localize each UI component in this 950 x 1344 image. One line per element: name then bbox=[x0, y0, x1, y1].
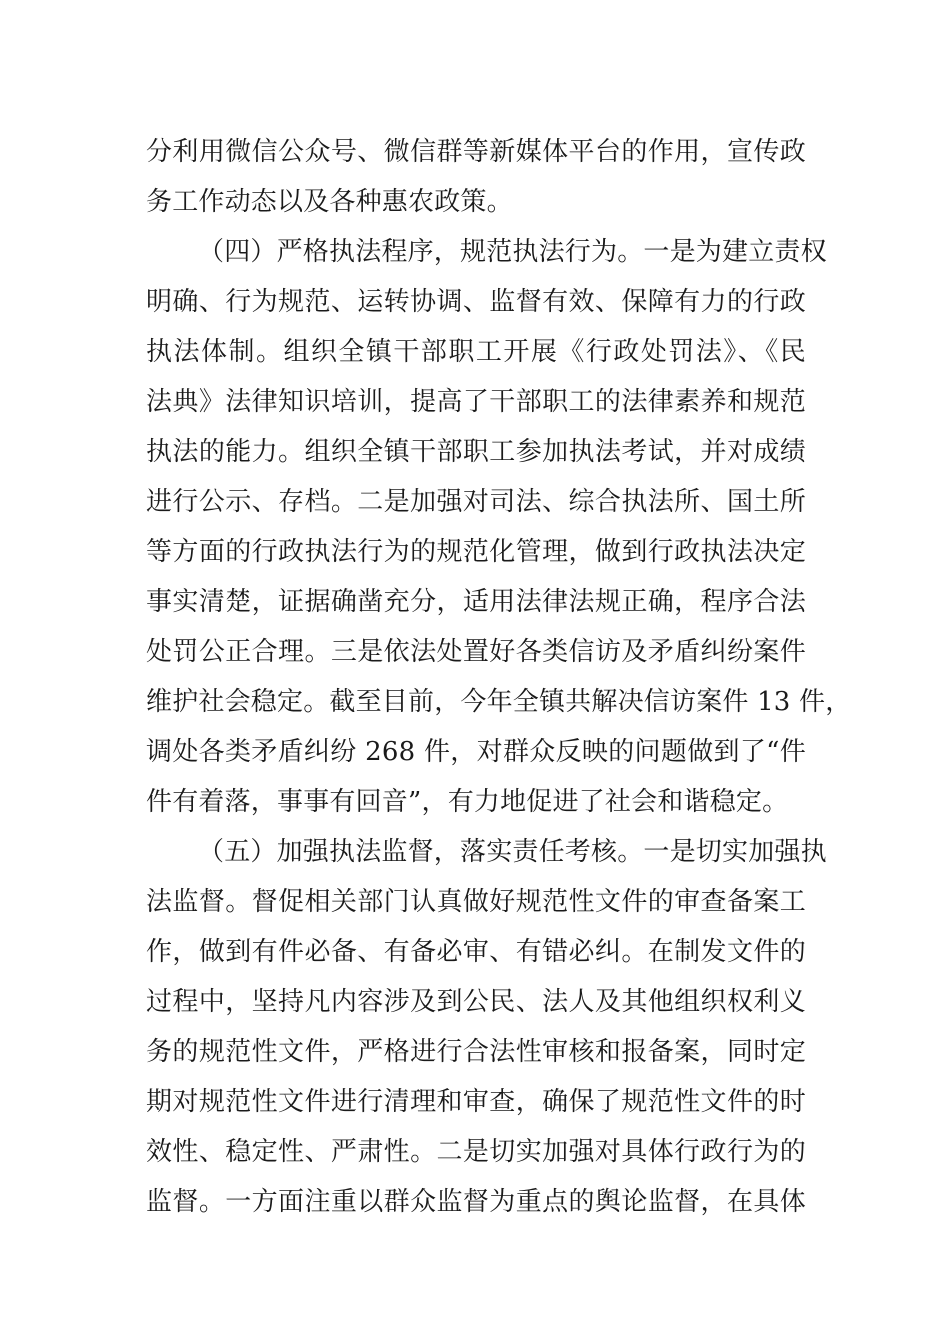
text-line-16: 法监督。督促相关部门认真做好规范性文件的审查备案工 bbox=[146, 887, 806, 917]
text-line-5: 执法体制。组织全镇干部职工开展《行政处罚法》、《民 bbox=[146, 337, 806, 367]
text-line-6: 法典》法律知识培训，提高了干部职工的法律素养和规范 bbox=[146, 387, 806, 417]
section-4-heading-line: （四）严格执法程序，规范执法行为。一是为建立责权 bbox=[198, 237, 827, 267]
text-line-11: 处罚公正合理。三是依法处置好各类信访及矛盾纠纷案件 bbox=[146, 637, 806, 667]
text-line-8: 进行公示、存档。二是加强对司法、综合执法所、国土所 bbox=[146, 487, 806, 517]
text-line-21: 效性、稳定性、严肃性。二是切实加强对具体行政行为的 bbox=[146, 1137, 806, 1167]
text-line-10: 事实清楚，证据确凿充分，适用法律法规正确，程序合法 bbox=[146, 587, 806, 617]
text-line-22: 监督。一方面注重以群众监督为重点的舆论监督，在具体 bbox=[146, 1187, 806, 1217]
text-line-2: 务工作动态以及各种惠农政策。 bbox=[146, 187, 513, 217]
text-line-7: 执法的能力。组织全镇干部职工参加执法考试，并对成绩 bbox=[146, 437, 806, 467]
document-page bbox=[146, 127, 852, 1227]
text-line-9: 等方面的行政执法行为的规范化管理，做到行政执法决定 bbox=[146, 537, 806, 567]
text-line-13: 调处各类矛盾纠纷 268 件，对群众反映的问题做到了“件 bbox=[146, 737, 806, 767]
text-line-18: 过程中，坚持凡内容涉及到公民、法人及其他组织权利义 bbox=[146, 987, 806, 1017]
text-line-14: 件有着落，事事有回音”，有力地促进了社会和谐稳定。 bbox=[146, 787, 789, 817]
text-line-19: 务的规范性文件，严格进行合法性审核和报备案，同时定 bbox=[146, 1037, 806, 1067]
text-line-17: 作，做到有件必备、有备必审、有错必纠。在制发文件的 bbox=[146, 937, 806, 967]
text-line-1: 分利用微信公众号、微信群等新媒体平台的作用，宣传政 bbox=[146, 137, 806, 167]
text-line-20: 期对规范性文件进行清理和审查，确保了规范性文件的时 bbox=[146, 1087, 806, 1117]
text-line-12: 维护社会稳定。截至目前，今年全镇共解决信访案件 13 件， bbox=[146, 687, 852, 717]
section-5-heading-line: （五）加强执法监督，落实责任考核。一是切实加强执 bbox=[198, 837, 827, 867]
text-line-4: 明确、行为规范、运转协调、监督有效、保障有力的行政 bbox=[146, 287, 806, 317]
